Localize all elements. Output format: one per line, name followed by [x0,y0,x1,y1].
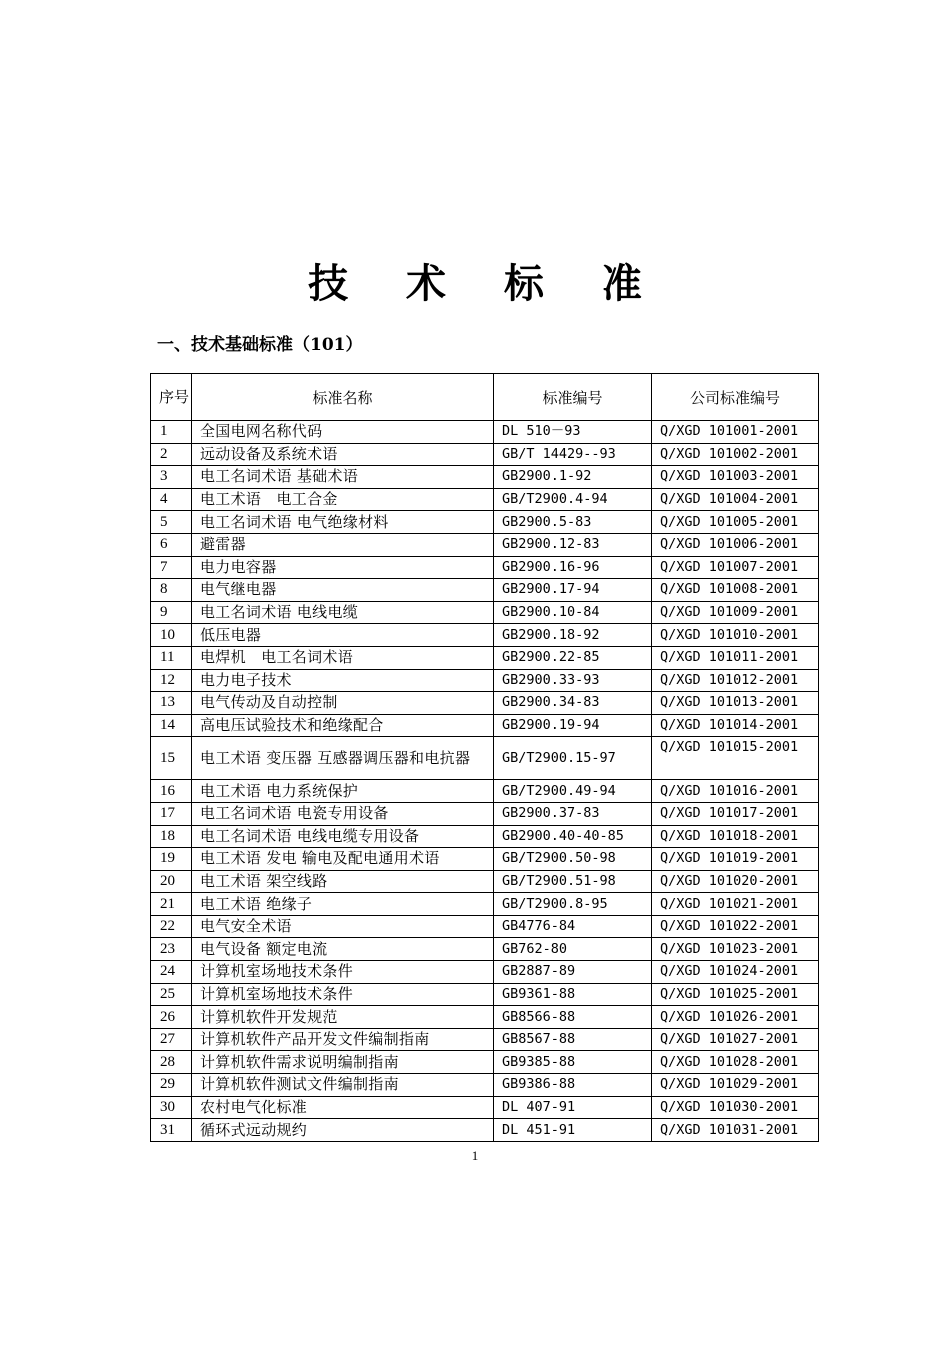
row-serial-no: 13 [151,692,192,715]
row-company-code: Q/XGD 101008-2001 [652,579,819,602]
row-standard-name: 农村电气化标准 [192,1096,494,1119]
row-standard-code: GB/T2900.8-95 [494,893,652,916]
row-standard-code: DL 451-91 [494,1119,652,1142]
row-company-code: Q/XGD 101009-2001 [652,601,819,624]
row-company-code: Q/XGD 101022-2001 [652,915,819,938]
row-company-code: Q/XGD 101001-2001 [652,421,819,444]
row-standard-code: GB/T2900.51-98 [494,870,652,893]
row-standard-name: 电工名词术语 电线电缆专用设备 [192,825,494,848]
table-row [151,1028,819,1051]
row-company-code: Q/XGD 101006-2001 [652,533,819,556]
table-row [151,692,819,715]
table-row [151,443,819,466]
table-row [151,669,819,692]
table-row [151,488,819,511]
row-standard-code: GB2900.12-83 [494,533,652,556]
row-standard-name: 计算机室场地技术条件 [192,961,494,984]
row-company-code: Q/XGD 101020-2001 [652,870,819,893]
row-company-code: Q/XGD 101024-2001 [652,961,819,984]
row-standard-code: GB2900.5-83 [494,511,652,534]
row-company-code: Q/XGD 101025-2001 [652,983,819,1006]
row-standard-code: GB/T2900.4-94 [494,488,652,511]
row-company-code: Q/XGD 101017-2001 [652,802,819,825]
row-standard-code: GB2900.18-92 [494,624,652,647]
row-standard-code: GB9386-88 [494,1074,652,1097]
row-standard-name: 电工术语 变压器 互感器调压器和电抗器 [192,737,494,780]
table-row [151,983,819,1006]
row-company-code: Q/XGD 101031-2001 [652,1119,819,1142]
row-standard-name: 计算机软件产品开发文件编制指南 [192,1028,494,1051]
row-serial-no: 4 [151,488,192,511]
row-standard-name: 计算机软件开发规范 [192,1006,494,1029]
row-standard-code: GB2900.17-94 [494,579,652,602]
table-row [151,870,819,893]
row-standard-name: 电焊机 电工名词术语 [192,646,494,669]
table-row [151,533,819,556]
row-standard-code: DL 407-91 [494,1096,652,1119]
table-header-row [151,374,819,421]
row-company-code: Q/XGD 101021-2001 [652,893,819,916]
row-serial-no: 30 [151,1096,192,1119]
row-standard-name: 电气安全术语 [192,915,494,938]
row-company-code: Q/XGD 101027-2001 [652,1028,819,1051]
row-standard-code: GB4776-84 [494,915,652,938]
row-company-code: Q/XGD 101015-2001 [652,737,819,780]
row-standard-name: 电工术语 电力系统保护 [192,780,494,803]
table-row [151,714,819,737]
row-standard-code: GB/T2900.49-94 [494,780,652,803]
row-serial-no: 2 [151,443,192,466]
row-standard-name: 电力电子技术 [192,669,494,692]
row-serial-no: 11 [151,646,192,669]
row-company-code: Q/XGD 101003-2001 [652,466,819,489]
table-row [151,1051,819,1074]
row-company-code: Q/XGD 101011-2001 [652,646,819,669]
row-serial-no: 6 [151,533,192,556]
row-standard-name: 低压电器 [192,624,494,647]
header-serial-no: 序号 [151,374,192,421]
row-standard-name: 电工名词术语 基础术语 [192,466,494,489]
row-company-code: Q/XGD 101029-2001 [652,1074,819,1097]
row-standard-code: GB2900.40-40-85 [494,825,652,848]
table-row [151,624,819,647]
row-standard-name: 全国电网名称代码 [192,421,494,444]
table-row [151,780,819,803]
row-standard-code: GB2900.16-96 [494,556,652,579]
row-company-code: Q/XGD 101004-2001 [652,488,819,511]
row-standard-code: GB2900.34-83 [494,692,652,715]
row-serial-no: 28 [151,1051,192,1074]
table-row [151,961,819,984]
table-row [151,466,819,489]
row-standard-name: 电工术语 发电 输电及配电通用术语 [192,848,494,871]
row-serial-no: 7 [151,556,192,579]
row-company-code: Q/XGD 101016-2001 [652,780,819,803]
table-row [151,601,819,624]
row-standard-name: 计算机室场地技术条件 [192,983,494,1006]
row-serial-no: 29 [151,1074,192,1097]
row-standard-name: 计算机软件测试文件编制指南 [192,1074,494,1097]
row-standard-code: GB2900.1-92 [494,466,652,489]
row-standard-code: GB762-80 [494,938,652,961]
row-standard-code: GB8566-88 [494,1006,652,1029]
table-row [151,825,819,848]
section-heading: 一、技术基础标准（101） [157,335,363,355]
row-company-code: Q/XGD 101030-2001 [652,1096,819,1119]
table-row [151,511,819,534]
row-serial-no: 31 [151,1119,192,1142]
page-title: 技 术 标 准 [308,260,664,307]
table-row [151,579,819,602]
row-standard-name: 电工术语 电工合金 [192,488,494,511]
row-serial-no: 19 [151,848,192,871]
row-company-code: Q/XGD 101023-2001 [652,938,819,961]
row-serial-no: 18 [151,825,192,848]
table-row [151,802,819,825]
row-company-code: Q/XGD 101012-2001 [652,669,819,692]
row-standard-code: GB2900.37-83 [494,802,652,825]
table-row [151,737,819,780]
row-standard-code: GB2900.19-94 [494,714,652,737]
row-standard-code: GB9385-88 [494,1051,652,1074]
row-standard-name: 避雷器 [192,533,494,556]
row-standard-name: 电工名词术语 电瓷专用设备 [192,802,494,825]
row-serial-no: 17 [151,802,192,825]
row-standard-name: 高电压试验技术和绝缘配合 [192,714,494,737]
row-company-code: Q/XGD 101014-2001 [652,714,819,737]
row-standard-name: 电工名词术语 电线电缆 [192,601,494,624]
row-standard-name: 远动设备及系统术语 [192,443,494,466]
row-serial-no: 16 [151,780,192,803]
table-row [151,1119,819,1142]
row-serial-no: 26 [151,1006,192,1029]
row-standard-name: 电气传动及自动控制 [192,692,494,715]
table-body [151,421,819,1142]
row-serial-no: 21 [151,893,192,916]
row-company-code: Q/XGD 101028-2001 [652,1051,819,1074]
row-standard-name: 循环式远动规约 [192,1119,494,1142]
row-company-code: Q/XGD 101010-2001 [652,624,819,647]
table-row [151,1074,819,1097]
row-serial-no: 1 [151,421,192,444]
table-row [151,556,819,579]
header-company-code: 公司标准编号 [652,374,819,421]
table-row [151,646,819,669]
row-company-code: Q/XGD 101005-2001 [652,511,819,534]
row-serial-no: 25 [151,983,192,1006]
row-company-code: Q/XGD 101002-2001 [652,443,819,466]
row-standard-code: GB/T 14429--93 [494,443,652,466]
row-company-code: Q/XGD 101013-2001 [652,692,819,715]
row-serial-no: 27 [151,1028,192,1051]
row-standard-name: 电工术语 架空线路 [192,870,494,893]
row-standard-code: GB2900.22-85 [494,646,652,669]
page-number: 1 [471,1148,479,1163]
row-standard-code: GB8567-88 [494,1028,652,1051]
row-standard-code: GB9361-88 [494,983,652,1006]
row-serial-no: 23 [151,938,192,961]
table-row [151,1096,819,1119]
row-standard-name: 电工名词术语 电气绝缘材料 [192,511,494,534]
row-standard-name: 电工术语 绝缘子 [192,893,494,916]
row-serial-no: 8 [151,579,192,602]
row-serial-no: 5 [151,511,192,534]
table-row [151,421,819,444]
row-standard-code: GB2900.10-84 [494,601,652,624]
row-standard-code: DL 510－93 [494,421,652,444]
row-serial-no: 24 [151,961,192,984]
row-serial-no: 14 [151,714,192,737]
standards-table [150,373,819,1142]
row-standard-name: 电力电容器 [192,556,494,579]
row-standard-name: 电气设备 额定电流 [192,938,494,961]
row-standard-code: GB/T2900.15-97 [494,737,652,780]
row-serial-no: 15 [151,737,192,780]
row-serial-no: 20 [151,870,192,893]
row-standard-code: GB/T2900.50-98 [494,848,652,871]
table-row [151,893,819,916]
header-standard-code: 标准编号 [494,374,652,421]
row-standard-code: GB2887-89 [494,961,652,984]
row-standard-name: 电气继电器 [192,579,494,602]
table-row [151,915,819,938]
row-company-code: Q/XGD 101026-2001 [652,1006,819,1029]
table-row [151,1006,819,1029]
table-row [151,848,819,871]
row-serial-no: 12 [151,669,192,692]
table-row [151,938,819,961]
row-company-code: Q/XGD 101019-2001 [652,848,819,871]
header-standard-name: 标准名称 [192,374,494,421]
row-serial-no: 10 [151,624,192,647]
row-standard-code: GB2900.33-93 [494,669,652,692]
row-serial-no: 9 [151,601,192,624]
row-standard-name: 计算机软件需求说明编制指南 [192,1051,494,1074]
row-serial-no: 22 [151,915,192,938]
row-company-code: Q/XGD 101018-2001 [652,825,819,848]
row-company-code: Q/XGD 101007-2001 [652,556,819,579]
row-serial-no: 3 [151,466,192,489]
